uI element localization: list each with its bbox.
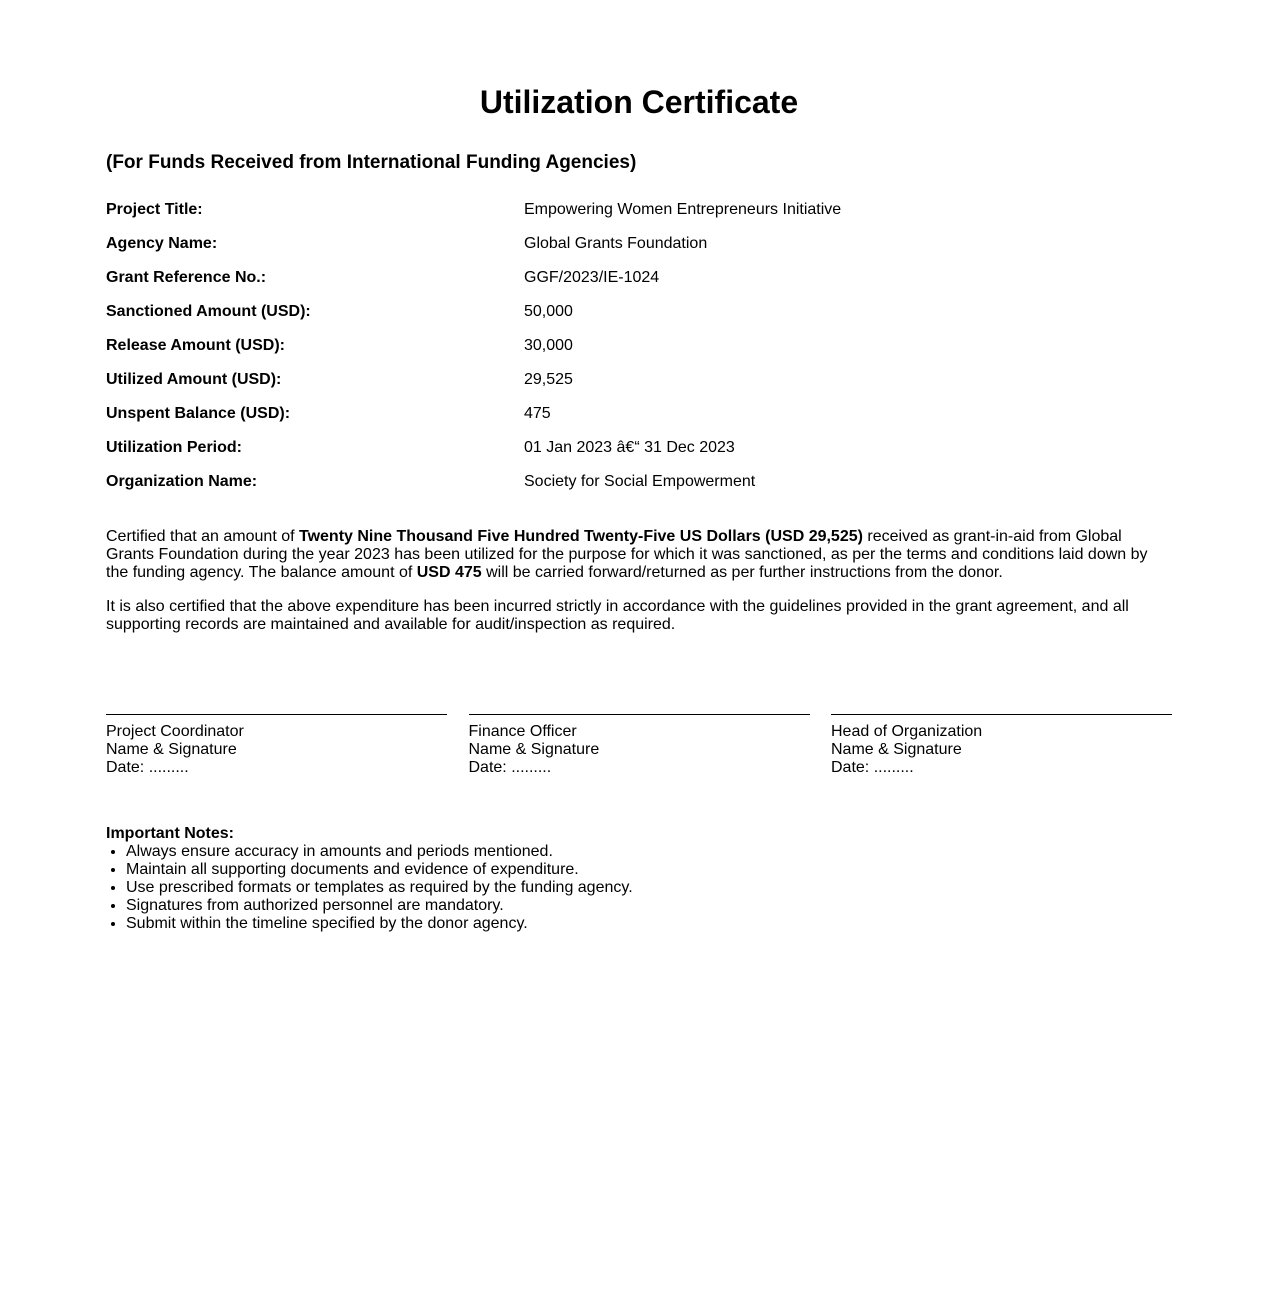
- signature-block-finance-officer: [469, 714, 810, 777]
- signature-role: Finance Officer: [468, 723, 577, 740]
- list-item: • Use prescribed formats or templates as required by the funding agency.: [126, 879, 1172, 897]
- signature-name-line: Name & Signature: [831, 741, 962, 758]
- detail-value: Society for Social Empowerment: [524, 473, 756, 490]
- signature-name-line: Name & Signature: [468, 741, 600, 758]
- detail-row-organization-name: [106, 465, 1172, 499]
- signature-date-line: Date: .........: [831, 759, 914, 776]
- list-item: • Submit within the timeline specified by the donor agency.: [126, 915, 1172, 933]
- certification-text-part: received as grant-in-aid from Global Grants Foundation during the year 2023 has been utilized for the purpose for which it was sanctioned, as per the terms and conditions laid down by the funding agency. The balance amount of: [106, 528, 1148, 581]
- certification-text-part: Certified that an amount of: [106, 528, 299, 545]
- certification-text-part: will be carried forward/returned as per further instructions from the donor.: [481, 564, 1003, 581]
- notes-list: [106, 843, 1172, 933]
- signature-block-project-coordinator: [106, 714, 447, 777]
- detail-row-project-title: [106, 193, 1172, 227]
- signature-name-line: Name & Signature: [106, 741, 237, 758]
- signature-date-line: Date: .........: [468, 759, 552, 776]
- detail-label: Sanctioned Amount (USD):: [106, 303, 311, 320]
- detail-value: 475: [524, 405, 551, 422]
- detail-value: 50,000: [524, 303, 573, 320]
- list-item: • Always ensure accuracy in amounts and periods mentioned.: [126, 843, 1172, 861]
- balance-amount: USD 475: [416, 564, 482, 581]
- detail-label: Organization Name:: [106, 473, 258, 490]
- certification-text: [106, 528, 1172, 650]
- signature-role: Head of Organization: [831, 723, 983, 740]
- detail-label: Release Amount (USD):: [106, 337, 285, 354]
- signature-section: [106, 714, 1172, 777]
- detail-row-unspent-balance: [106, 397, 1172, 431]
- signature-date-line: Date: .........: [106, 759, 189, 776]
- detail-row-sanctioned-amount: [106, 295, 1172, 329]
- page-title: Utilization Certificate: [479, 84, 799, 120]
- detail-row-utilization-period: [106, 431, 1172, 465]
- detail-value: Global Grants Foundation: [524, 235, 708, 252]
- detail-row-release-amount: [106, 329, 1172, 363]
- signature-block-head-of-organization: [831, 714, 1172, 777]
- detail-label: Agency Name:: [106, 235, 218, 252]
- important-notes: [106, 825, 1172, 933]
- notes-title: Important Notes:: [106, 825, 234, 842]
- detail-label: Utilization Period:: [106, 439, 242, 456]
- detail-row-utilized-amount: [106, 363, 1172, 397]
- detail-value: GGF/2023/IE-1024: [524, 269, 660, 286]
- detail-row-grant-reference: [106, 261, 1172, 295]
- certification-paragraph-1: [106, 528, 1172, 582]
- signature-role: Project Coordinator: [106, 723, 244, 740]
- detail-label: Grant Reference No.:: [106, 269, 267, 286]
- detail-label: Utilized Amount (USD):: [106, 371, 282, 388]
- detail-value: 29,525: [524, 371, 573, 388]
- detail-label: Unspent Balance (USD):: [106, 405, 291, 422]
- detail-label: Project Title:: [106, 201, 203, 218]
- project-details: [106, 193, 1172, 499]
- detail-row-agency-name: [106, 227, 1172, 261]
- detail-value: 01 Jan 2023 â€“ 31 Dec 2023: [524, 439, 735, 456]
- list-item: • Maintain all supporting documents and evidence of expenditure.: [126, 861, 1172, 879]
- detail-value: 30,000: [524, 337, 573, 354]
- amount-in-words: Twenty Nine Thousand Five Hundred Twenty-Five US Dollars (USD 29,525): [299, 528, 863, 545]
- list-item: • Signatures from authorized personnel are mandatory.: [126, 897, 1172, 915]
- certification-paragraph-2: It is also certified that the above expenditure has been incurred strictly in accordance with the guidelines provided in the grant agreement, and all supporting records are maintained and available for audit/inspection as required.: [106, 598, 1129, 633]
- detail-value: Empowering Women Entrepreneurs Initiative: [524, 201, 842, 218]
- page-subtitle: (For Funds Received from International Funding Agencies): [106, 152, 637, 173]
